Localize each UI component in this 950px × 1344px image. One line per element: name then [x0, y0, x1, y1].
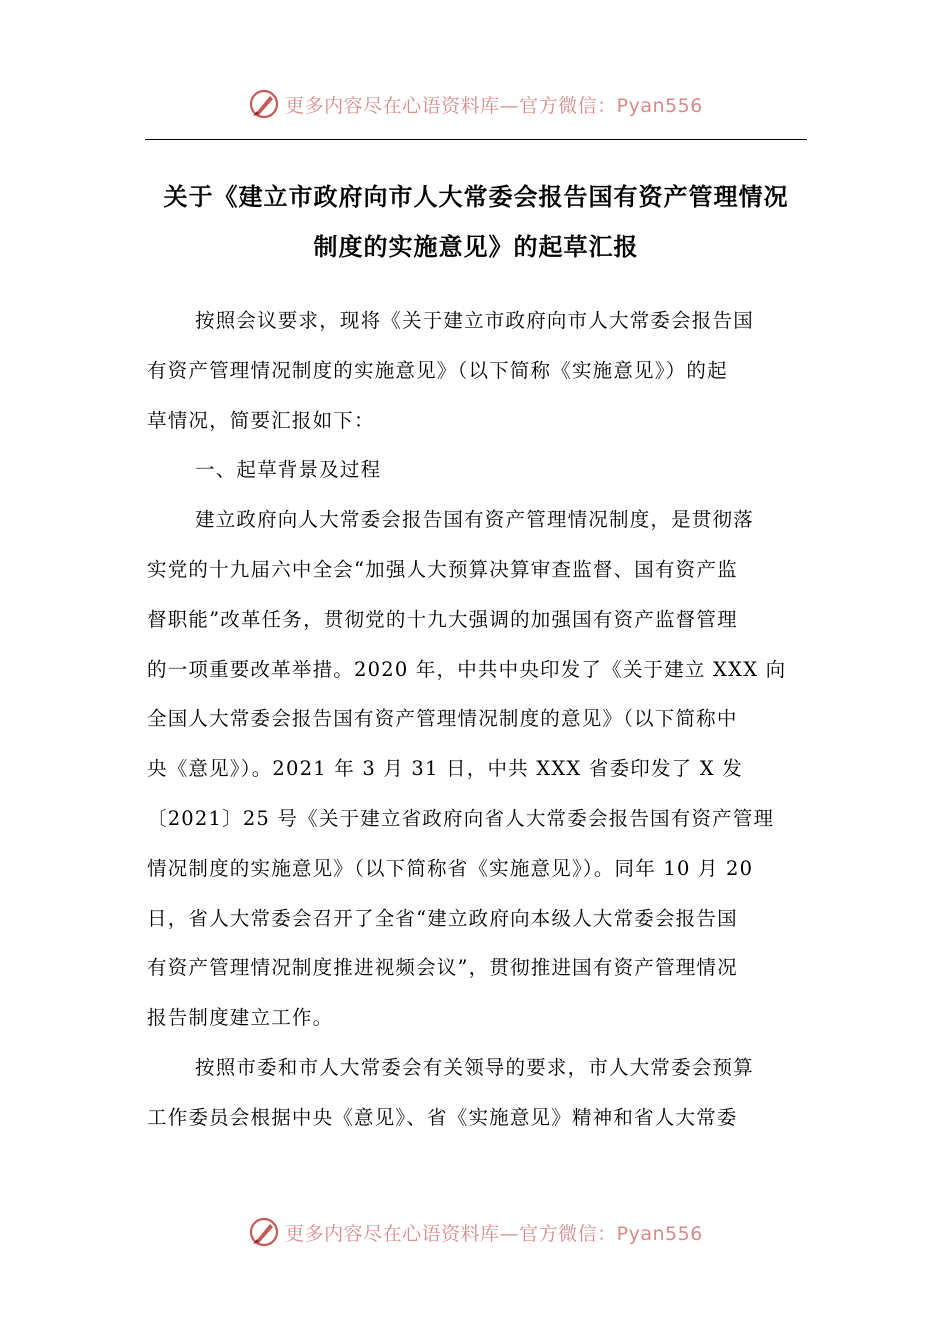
document-title	[145, 172, 807, 272]
banner-cn-text: 更多内容尽在心语资料库—官方微信：	[285, 94, 617, 117]
body-line: 央《意见》）。2021 年 3 月 31 日，中共 XXX 省委印发了 X 发	[147, 757, 743, 781]
title-line-2: 制度的实施意见》的起草汇报	[313, 233, 639, 261]
body-line: 的一项重要改革举措。2020 年，中共中央印发了《关于建立 XXX 向	[147, 657, 787, 681]
section-heading: 一、起草背景及过程	[195, 458, 382, 482]
body-line: 日，省人大常委会召开了全省“建立政府向本级人大常委会报告国	[147, 906, 738, 930]
document-body	[147, 296, 809, 1143]
body-line: 〔2021〕25 号《关于建立省政府向省人大常委会报告国有资产管理	[147, 806, 775, 830]
header-divider	[145, 139, 807, 140]
banner-wechat-id: Pyan556	[616, 1222, 703, 1245]
pen-circle-icon	[247, 87, 281, 121]
body-line: 情况制度的实施意见》（以下简称省《实施意见》）。同年 10 月 20	[147, 856, 754, 880]
body-line: 督职能”改革任务，贯彻党的十九大强调的加强国有资产监督管理	[147, 607, 738, 631]
body-line: 工作委员会根据中央《意见》、省《实施意见》精神和省人大常委	[147, 1105, 738, 1129]
banner-cn-text: 更多内容尽在心语资料库—官方微信：	[285, 1222, 617, 1245]
pen-circle-icon	[247, 1215, 281, 1249]
body-line: 按照会议要求，现将《关于建立市政府向市人大常委会报告国	[195, 309, 754, 332]
title-line-1: 关于《建立市政府向市人大常委会报告国有资产管理情况	[163, 183, 789, 211]
body-line: 实党的十九届六中全会“加强人大预算决算审查监督、国有资产监	[147, 557, 738, 581]
banner-text	[285, 91, 703, 118]
body-line: 报告制度建立工作。	[147, 1006, 334, 1030]
body-line: 有资产管理情况制度推进视频会议”，贯彻推进国有资产管理情况	[147, 956, 738, 980]
body-line: 有资产管理情况制度的实施意见》（以下简称《实施意见》）的起	[147, 358, 728, 382]
body-line: 全国人大常委会报告国有资产管理情况制度的意见》（以下简称中	[147, 707, 738, 731]
body-line: 建立政府向人大常委会报告国有资产管理情况制度，是贯彻落	[195, 508, 754, 532]
body-line: 按照市委和市人大常委会有关领导的要求，市人大常委会预算	[195, 1055, 754, 1079]
footer-banner	[0, 1212, 950, 1252]
banner-text	[285, 1219, 703, 1246]
banner-wechat-id: Pyan556	[616, 94, 703, 117]
header-banner	[0, 84, 950, 124]
body-line: 草情况，简要汇报如下：	[147, 408, 375, 432]
